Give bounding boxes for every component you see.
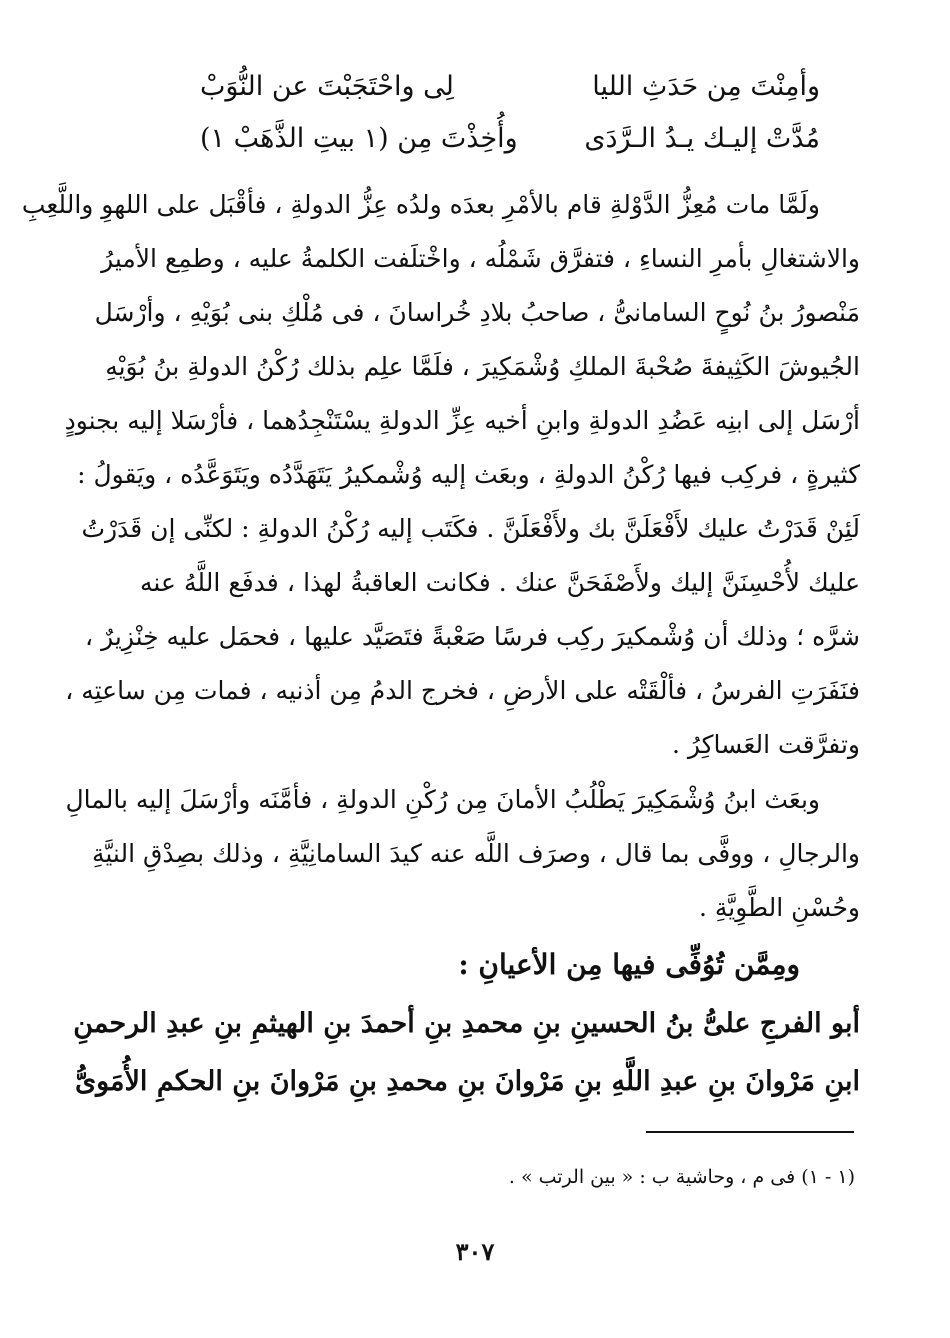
paragraph-1-line-7: لَئِنْ قَدَرْتُ عليك لأَفْعَلَنَّ بك ولأَفْعَلَنَّ . فكَتَب إليه رُكْنُ الدولةِ : لكنِّى إن قَدَرْتُ [81, 514, 860, 543]
paragraph-2-line-3: وحُسْنِ الطَّوِيَّةِ . [698, 893, 860, 922]
paragraph-1-line-9: شرَّه ؛ وذلك أن وُشْمكيرَ ركِب فرسًا صَعْبةً فتَصَيَّد عليها ، فحمَل عليه خِنْزِيرٌ ، [85, 622, 860, 651]
verse-1-first-hemistich: وأمِنْتَ مِن حَدَثِ الليا [592, 71, 820, 102]
footnote-separator [646, 1131, 854, 1133]
paragraph-2-line-1: وبعَث ابنُ وُشْمَكِيرَ يَطْلُبُ الأمانَ مِن رُكْنِ الدولةِ ، فأمَّنَه وأرْسَلَ إليه بالمالِ [65, 785, 820, 814]
paragraph-1-line-1: ولَمَّا مات مُعِزُّ الدَّوْلةِ قام بالأمْرِ بعدَه ولدُه عِزُّ الدولةِ ، فأقْبَل على اللهوِ واللَّعِبِ [21, 190, 820, 219]
footnote: (١ - ١) فى م ، وحاشية ب : « بين الرتب » . [508, 1166, 855, 1188]
paragraph-1-line-10: فنَفَرَتِ الفرسُ ، فألْقَتْه على الأرضِ ، فخرج الدمُ مِن أذنيه ، فمات مِن ساعتِه ، [65, 676, 860, 705]
page-number: ٣٠٧ [455, 1237, 495, 1266]
verse-2-first-hemistich: مُدَّتْ إليـك يـدُ الـرَّدَى [584, 123, 820, 154]
section-heading: ومِمَّن تُوُفِّى فيها مِن الأعيانِ : [458, 948, 800, 981]
verse-line-1 [200, 62, 820, 112]
paragraph-1-line-2: والاشتغالِ بأمرِ النساءِ ، فتفرَّق شَمْلُه ، واخْتلَفت الكلمةُ عليه ، وطمِع الأميرُ [101, 244, 860, 273]
verse-2-second-hemistich: وأُخِذْتَ مِن (١ بيتِ الذَّهَبْ ١) [200, 123, 518, 154]
verse-line-2 [200, 114, 820, 164]
paragraph-1-line-4: الجُيوشَ الكَثِيفةَ صُحْبةَ الملكِ وُشْمَكِيرَ ، فلَمَّا علِم بذلك رُكْنُ الدولةِ بنُ بُوَيْهِ [105, 352, 860, 381]
entry-line-2: ابنِ مَرْوانَ بنِ عبدِ اللَّهِ بنِ مَرْوانَ بنِ محمدِ بنِ مَرْوانَ بنِ الحكمِ الأُمَوىُّ [74, 1066, 860, 1097]
paragraph-1-line-5: أرْسَل إلى ابنِه عَضُدِ الدولةِ وابنِ أخيه عِزِّ الدولةِ يسْتَنْجِدُهما ، فأرْسَلا إليه بجنودٍ [64, 406, 860, 435]
entry-line-1: أبو الفرجِ علىُّ بنُ الحسينِ بنِ محمدِ بنِ أحمدَ بنِ الهيثمِ بنِ عبدِ الرحمنِ [73, 1008, 860, 1039]
paragraph-1-line-6: كثيرةٍ ، فركِب فيها رُكْنُ الدولةِ ، وبعَث إليه وُشْمكيرُ يَتَهَدَّدُه ويَتَوَعَّدُه ، ويَقولُ : [77, 460, 860, 489]
paragraph-1-line-3: مَنْصورُ بنُ نُوحٍ السامانىُّ ، صاحبُ بلادِ خُراسانَ ، فى مُلْكِ بنى بُوَيْهِ ، وأرْسَل [94, 298, 860, 327]
paragraph-1-line-11: وتفرَّقت العَساكِرُ . [671, 730, 860, 759]
paragraph-1-line-8: عليك لأُحْسِنَنَّ إليك ولأَصْفَحَنَّ عنك . فكانت العاقبةُ لهذا ، فدفَع اللَّهُ عنه [140, 568, 860, 597]
paragraph-2-line-2: والرجالِ ، ووفَّى بما قال ، وصرَف اللَّه عنه كيدَ السامانِيَّةِ ، وذلك بصِدْقِ النيَّةِ [91, 839, 860, 868]
verse-1-second-hemistich: لِى واحْتَجَبْتَ عن النُّوَبْ [200, 71, 454, 102]
